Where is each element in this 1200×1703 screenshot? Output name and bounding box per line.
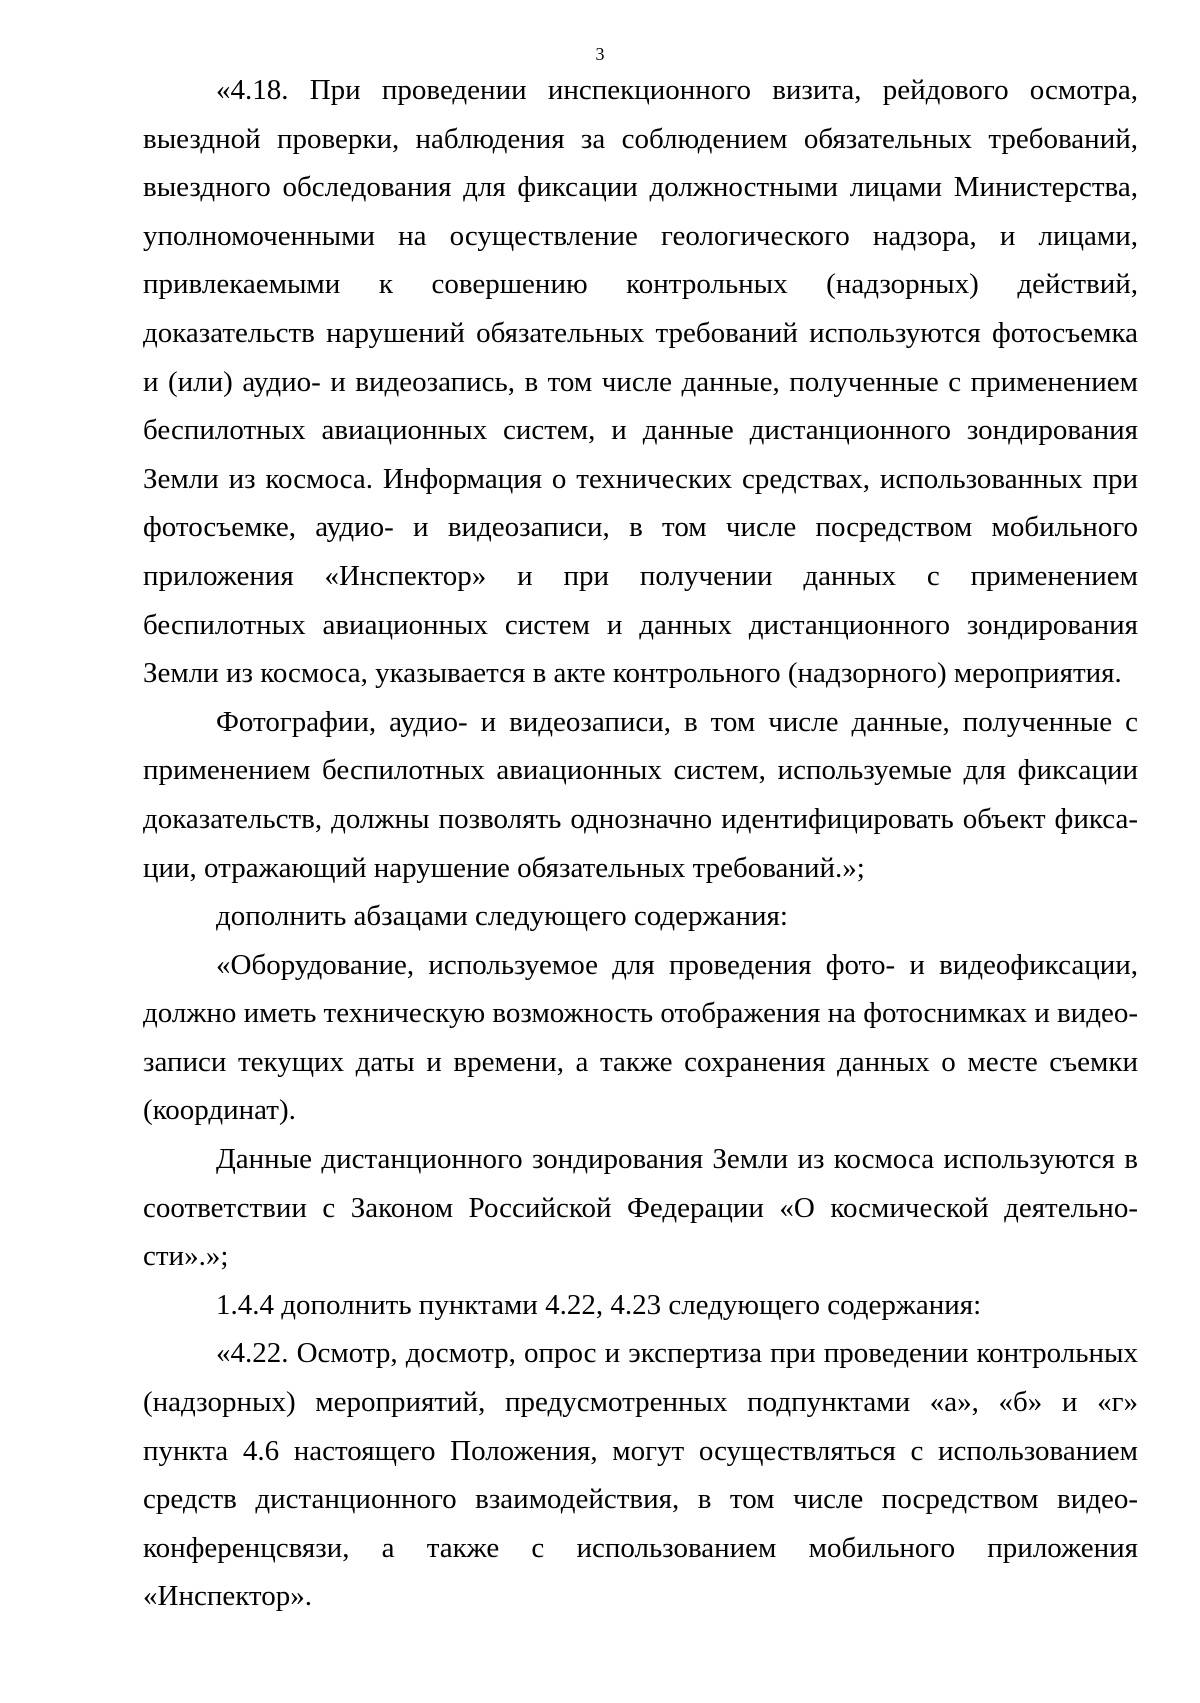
paragraph-equipment: «Оборудование, используемое для проведения фото- и видеофиксации, должно иметь техническую возможность отображения на фотоснимках и видеозаписи текущих даты и времени, а также сохранения данных о месте съемки (координат). — [143, 948, 1138, 1127]
document-body — [143, 66, 1138, 1621]
paragraph-photographs: Фотографии, аудио- и видеозаписи, в том числе данные, полученные с применением беспилотных авиационных систем, используемые для фиксации доказательств, должны позволять однозначно идентифицировать объект фиксации, отражающий нарушение обязательных требований.»; — [143, 705, 1138, 884]
paragraph-4-22: «4.22. Осмотр, досмотр, опрос и экспертиза при проведении контрольных (надзорных) мероприятий, предусмотренных подпунктами «а», «б» и «г» пункта 4.6 настоящего Положения, могут осуществляться с использованием средств дистанционного взаимодействия, в том числе посредством видео-конференцсвязи, а также с использованием мобильного приложения «Инспектор». — [143, 1337, 1138, 1613]
paragraph-4-18: «4.18. При проведении инспекционного визита, рейдового осмотра, выездной проверки, наблюдения за соблюдением обязательных требований, выездного обследования для фиксации должностными лицами Министерства, уполномоченными на осуществление геологического надзора, и лицами, привлекаемыми к совершению контрольных (надзорных) действий, доказательств нарушений обязательных требований используются фотосъемка и (или) аудио- и видеозапись, в том числе данные, полученные с применением беспилотных авиационных систем, и данные дистанционного зондирования Земли из космоса. Информация о технических средствах, использованных при фотосъемке, аудио- и видеозаписи, в том числе посредством мобильного приложения «Инспектор» и при получении данных с применением беспилотных авиационных систем и данных дистанционного зондирования Земли из космоса, указывается в акте контрольного (надзорного) мероприятия. — [143, 74, 1138, 690]
page-number: 3 — [595, 44, 605, 64]
paragraph-remote-sensing: Данные дистанционного зондирования Земли из космоса используются в соответствии с Законом Российской Федерации «О космической деятельности».»; — [143, 1143, 1138, 1273]
paragraph-1-4-4: 1.4.4 дополнить пунктами 4.22, 4.23 следующего содержания: — [216, 1288, 982, 1321]
paragraph-supplement-intro: дополнить абзацами следующего содержания: — [216, 900, 788, 933]
